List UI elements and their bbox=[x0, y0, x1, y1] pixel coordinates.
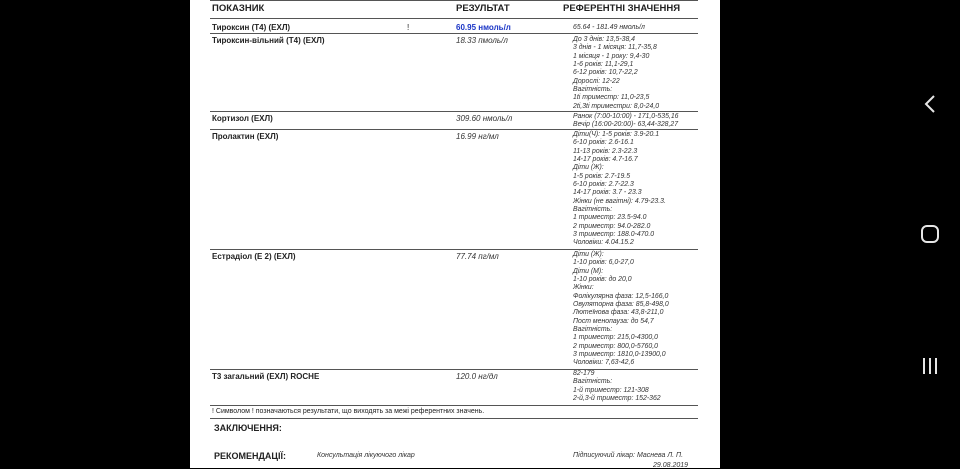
row-name-cortisol: Кортизол (ЕХЛ) bbox=[212, 114, 273, 123]
ref-line: 2 триместр: 800,0-5760,0 bbox=[573, 342, 658, 350]
ref-line: 65.64 - 181.49 нмоль/л bbox=[573, 24, 645, 31]
ref-line: 14-17 років: 4.7-16.7 bbox=[573, 156, 638, 164]
ref-line: Діти (Ж): bbox=[573, 164, 604, 172]
recommendations-text: Консультація лікуючого лікар bbox=[317, 452, 415, 459]
ref-line: Лютеїнова фаза: 43,8-211,0 bbox=[573, 309, 664, 317]
row-divider bbox=[210, 111, 698, 112]
ref-line: Вагітність: bbox=[573, 206, 613, 214]
ref-line: 1-10 років: 6,0-27,0 bbox=[573, 259, 634, 267]
ref-line: 6-10 років: 2.7-22.3 bbox=[573, 181, 634, 189]
ref-line: Овуляторна фаза: 85,8-498,0 bbox=[573, 301, 669, 309]
row-ref-t3 bbox=[573, 370, 713, 403]
row-result-free-t4: 18.33 пмоль/л bbox=[456, 36, 508, 45]
ref-line: До 3 днів: 13,5-38,4 bbox=[573, 36, 636, 43]
ref-line: Чоловіки: 4.04.15.2 bbox=[573, 239, 634, 247]
ref-line: Діти(Ч): 1-5 років: 3.9-20.1 bbox=[573, 131, 660, 138]
ref-line: Дорослі: 12-22 bbox=[573, 77, 620, 85]
row-ref-estradiol bbox=[573, 251, 713, 368]
ref-line: 1-5 років: 2.7-19.5 bbox=[573, 172, 631, 180]
ref-line: Чоловіки: 7,63-42,6 bbox=[573, 359, 635, 367]
ref-line: Вагітність: bbox=[573, 326, 613, 334]
row-name-prolactin: Пролактин (ЕХЛ) bbox=[212, 132, 279, 141]
ref-line: Пост менопауза: до 54,7 bbox=[573, 317, 654, 325]
ref-line: 11-13 років: 2.3-22.3 bbox=[573, 147, 638, 155]
signing-doctor: Підписуючий лікар: Маснева Л. П. bbox=[573, 452, 684, 459]
ref-line: 2 триместр: 94.0-282.0 bbox=[573, 222, 651, 230]
home-icon bbox=[920, 224, 940, 244]
ref-line: 1 триместр: 215,0-4300,0 bbox=[573, 334, 658, 342]
navigation-bar bbox=[900, 0, 960, 468]
row-name-free-t4: Тироксин-вільний (Т4) (ЕХЛ) bbox=[212, 36, 325, 45]
ref-line: 1-6 років: 11,1-29,1 bbox=[573, 61, 634, 69]
row-divider bbox=[210, 405, 698, 406]
ref-line: 6-10 років: 2.6-16.1 bbox=[573, 139, 634, 147]
row-ref-cortisol bbox=[573, 113, 713, 130]
ref-line: 1-й триместр: 121-308 bbox=[573, 386, 649, 394]
row-name-t4: Тироксин (Т4) (ЕХЛ) bbox=[212, 23, 291, 32]
conclusion-label: ЗАКЛЮЧЕННЯ: bbox=[214, 423, 282, 433]
header-indicator: ПОКАЗНИК bbox=[212, 3, 265, 14]
row-result-prolactin: 16.99 нг/мл bbox=[456, 132, 499, 141]
header-reference: РЕФЕРЕНТНІ ЗНАЧЕННЯ bbox=[563, 3, 681, 14]
ref-line: 1 триместр: 23.5-94.0 bbox=[573, 214, 647, 222]
ref-line: Діти (Ж): bbox=[573, 251, 604, 258]
recommendations-label: РЕКОМЕНДАЦІЇ: bbox=[214, 451, 286, 461]
ref-line: 3 триместр: 188.0-470.0 bbox=[573, 231, 655, 239]
row-result-cortisol: 309.60 нмоль/л bbox=[456, 114, 513, 123]
ref-line: 14-17 років: 3.7 - 23.3 bbox=[573, 189, 642, 197]
ref-line: Ранок (7:00-10:00) - 171,0-535,16 bbox=[573, 113, 679, 120]
row-divider bbox=[210, 33, 698, 34]
header-result: РЕЗУЛЬТАТ bbox=[456, 3, 510, 14]
lab-report-page bbox=[190, 0, 720, 468]
note-divider bbox=[210, 418, 698, 419]
row-ref-prolactin bbox=[573, 131, 713, 248]
row-result-t3: 120.0 нг/дл bbox=[456, 372, 498, 381]
row-divider bbox=[210, 129, 698, 130]
row-name-estradiol: Естрадіол (Е 2) (ЕХЛ) bbox=[212, 252, 296, 261]
ref-line: Діти (М): bbox=[573, 267, 604, 275]
row-flag-t4: ! bbox=[407, 23, 410, 32]
report-date: 29.08.2019 bbox=[653, 462, 689, 469]
row-name-t3: Т3 загальний (ЕХЛ) ROCHE bbox=[212, 372, 320, 381]
back-icon bbox=[923, 94, 937, 114]
ref-line: Жінки: bbox=[573, 284, 594, 292]
ref-line: Вагітність: bbox=[573, 86, 613, 94]
ref-line: 2-й,3-й триместр: 152-362 bbox=[573, 395, 661, 403]
row-result-t4: 60.95 нмоль/л bbox=[456, 23, 511, 32]
row-ref-t4 bbox=[573, 24, 713, 32]
row-ref-free-t4 bbox=[573, 36, 713, 111]
ref-line: Жінки (не вагітні): 4.79-23.3. bbox=[573, 197, 666, 205]
ref-line: 3 днів - 1 місяця: 11,7-35,8 bbox=[573, 44, 657, 52]
ref-line: 82-179 bbox=[573, 370, 595, 377]
top-divider bbox=[210, 0, 698, 1]
ref-line: 1 місяця - 1 року: 9,4-30 bbox=[573, 52, 650, 60]
row-divider bbox=[210, 249, 698, 250]
flag-note: ! Символом ! позначаються результати, що виходять за межі референтних значень. bbox=[212, 408, 485, 415]
header-divider bbox=[210, 18, 698, 19]
home-button[interactable] bbox=[912, 220, 948, 248]
ref-line: 1-10 років: до 20,0 bbox=[573, 276, 632, 284]
recents-button[interactable] bbox=[912, 352, 948, 380]
ref-line: Вечір (16:00-20:00)- 63,44-328,27 bbox=[573, 121, 679, 129]
ref-line: 3 триместр: 1810,0-13900,0 bbox=[573, 351, 666, 359]
back-button[interactable] bbox=[912, 90, 948, 118]
ref-line: 6-12 років: 10,7-22,2 bbox=[573, 69, 638, 77]
ref-line: 2ti,3ti триместри: 8,0-24,0 bbox=[573, 102, 660, 110]
row-result-estradiol: 77.74 пг/мл bbox=[456, 252, 499, 261]
recents-icon bbox=[921, 357, 939, 375]
ref-line: Фолікулярна фаза: 12,5-166,0 bbox=[573, 292, 669, 300]
ref-line: Вагітність: bbox=[573, 378, 613, 386]
ref-line: 1ti триместр: 11,0-23,5 bbox=[573, 94, 650, 102]
